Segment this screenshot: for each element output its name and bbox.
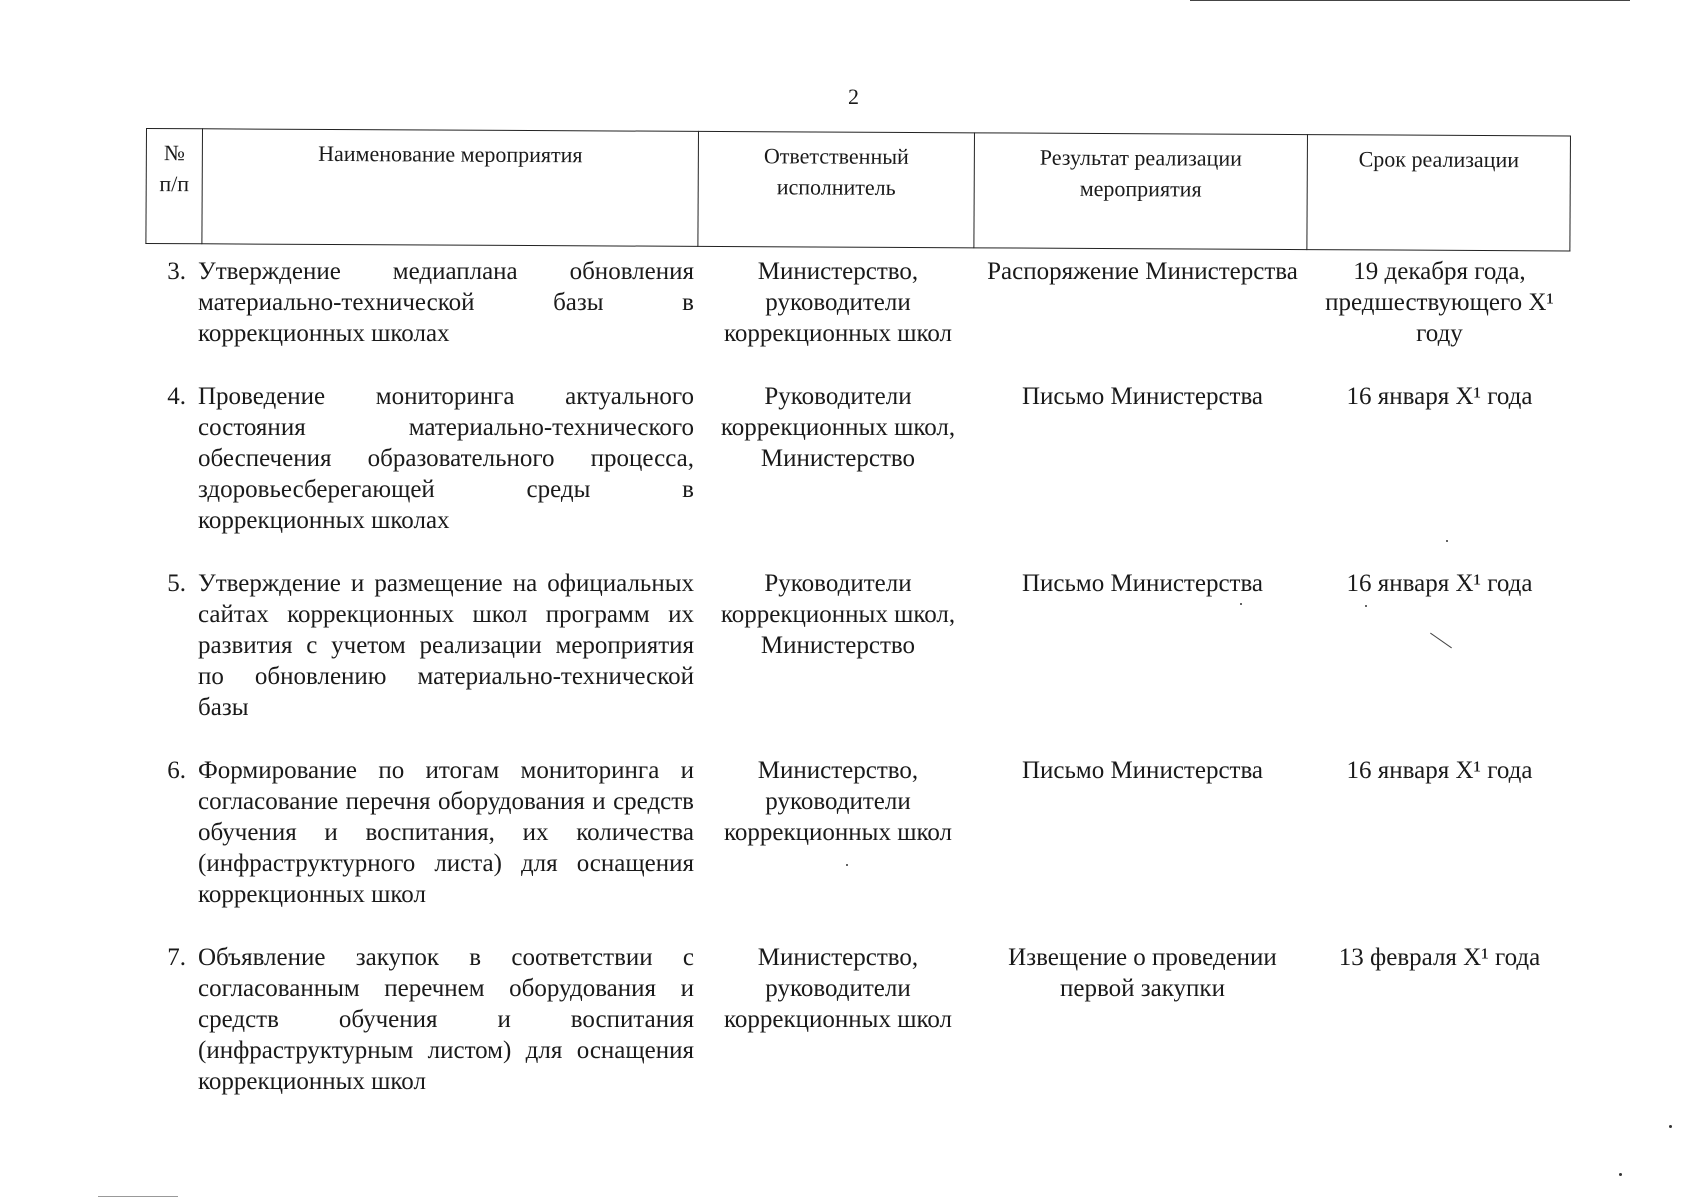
row-responsible: Руководители коррекционных школ, Министерство — [720, 383, 956, 472]
scan-speck — [1240, 603, 1242, 605]
table-row — [146, 755, 1570, 942]
row-num: 5. — [167, 570, 186, 597]
table-row — [146, 381, 1570, 568]
table-row — [146, 568, 1570, 755]
header-name: Наименование мероприятия — [202, 129, 699, 247]
row-term: 19 декабря года, предшествующего X¹ году — [1325, 258, 1554, 347]
row-result: Письмо Министерства — [1021, 757, 1264, 784]
row-num: 6. — [167, 757, 186, 784]
row-result: Распоряжение Министерства — [987, 258, 1298, 285]
row-name: Утверждение и размещение на официальных сайтах коррекционных школ программ их развития с учетом реализации мероприятия по обновлению материально-технической базы — [198, 570, 694, 721]
row-num: 4. — [167, 383, 186, 410]
row-responsible: Руководители коррекционных школ, Министерство — [720, 570, 956, 659]
row-num: 7. — [167, 944, 186, 971]
row-term: 16 января X¹ года — [1346, 383, 1533, 410]
row-name: Проведение мониторинга актуального состояния материально-технического обеспечения образовательного процесса, здоровьесберегающей среды в коррекционных школах — [198, 383, 694, 534]
scan-line-bottom — [98, 1196, 178, 1197]
scan-speck — [846, 864, 848, 866]
row-num: 3. — [167, 258, 186, 285]
row-name: Утверждение медиаплана обновления материально-технической базы в коррекционных школах — [198, 258, 694, 347]
row-term: 13 февраля X¹ года — [1338, 944, 1541, 971]
row-term: 16 января X¹ года — [1346, 757, 1533, 784]
scan-line-top — [1190, 0, 1630, 1]
table-row — [146, 942, 1570, 1129]
row-term: 16 января X¹ года — [1346, 570, 1533, 597]
header-result: Результат реализации мероприятия — [974, 133, 1308, 250]
table-body — [146, 256, 1570, 1129]
row-responsible: Министерство, руководители коррекционных школ — [724, 944, 952, 1033]
row-name: Формирование по итогам мониторинга и согласование перечня оборудования и средств обучения и воспитания, их количества (инфраструктурного листа) для оснащения коррекционных школ — [198, 757, 694, 908]
page-number: 2 — [848, 84, 859, 109]
row-name: Объявление закупок в соответствии с согласованным перечнем оборудования и средств обучения и воспитания (инфраструктурным листом) для оснащения коррекционных школ — [198, 944, 694, 1095]
header-num: № п/п — [146, 129, 203, 244]
header-term: Срок реализации — [1307, 135, 1571, 251]
row-result: Письмо Министерства — [1021, 570, 1264, 597]
row-result: Извещение о проведении первой закупки — [1008, 944, 1277, 1002]
header-responsible: Ответственный исполнитель — [698, 131, 975, 247]
scan-speck — [1446, 540, 1448, 542]
row-responsible: Министерство, руководители коррекционных школ — [724, 757, 952, 846]
scan-speck — [1365, 605, 1367, 607]
scan-speck — [1619, 1173, 1622, 1176]
row-responsible: Министерство, руководители коррекционных школ — [724, 258, 952, 347]
row-result: Письмо Министерства — [1021, 383, 1264, 410]
table-header — [145, 128, 1571, 251]
scan-speck — [1669, 1125, 1672, 1128]
table-row — [146, 256, 1570, 381]
header-row — [146, 129, 1571, 251]
